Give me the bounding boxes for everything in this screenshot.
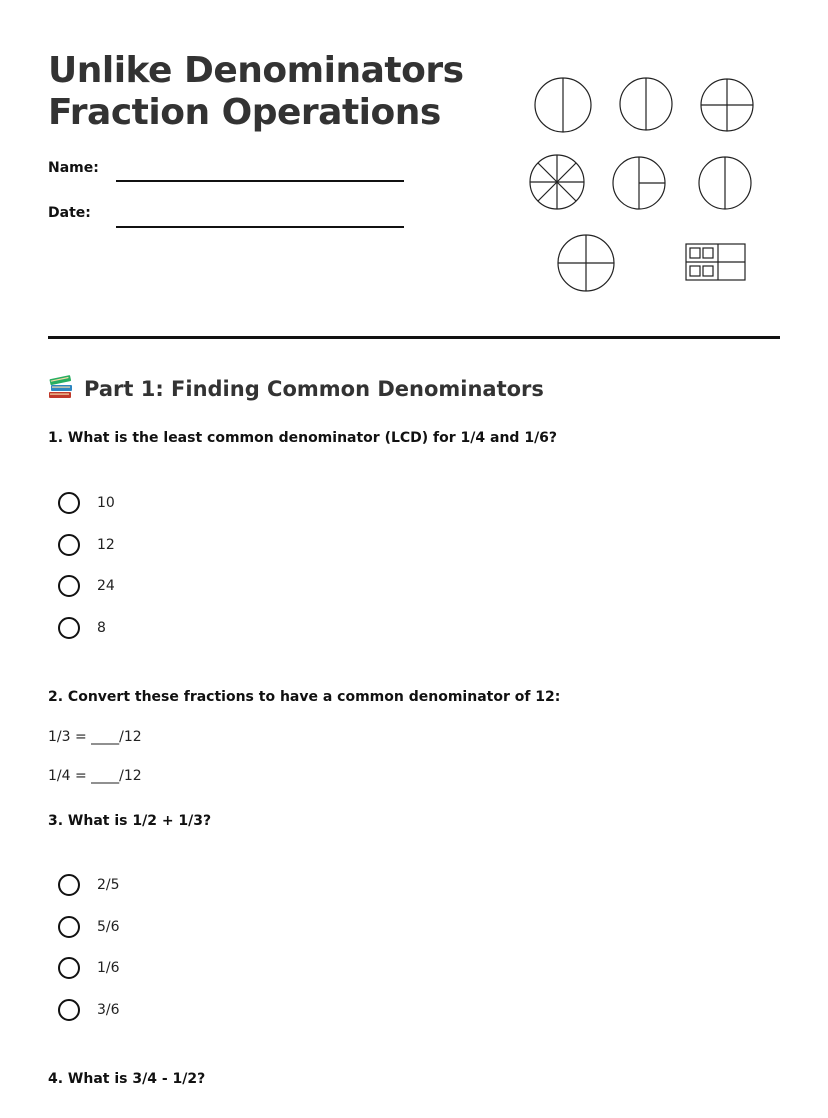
q1-option[interactable] [58, 616, 106, 640]
circle-quarters-icon [558, 235, 614, 291]
fill-in-line[interactable]: 1/4 = ____/12 [48, 768, 142, 784]
radio-button[interactable] [58, 999, 80, 1021]
radio-button[interactable] [58, 492, 80, 514]
q1-option[interactable] [58, 491, 115, 515]
fraction-icons [522, 70, 762, 300]
option-label: 24 [97, 578, 115, 594]
circle-three-quarters-icon [613, 157, 665, 209]
section-divider [48, 336, 780, 339]
option-label: 2/5 [97, 877, 120, 893]
title-line-1: Unlike Denominators [48, 50, 464, 91]
name-label: Name: [48, 160, 99, 176]
date-label: Date: [48, 205, 91, 221]
fill-in-line[interactable]: 1/3 = ____/12 [48, 729, 142, 745]
radio-button[interactable] [58, 575, 80, 597]
question-3: 3. What is 1/2 + 1/3? [48, 813, 212, 829]
question-2: 2. Convert these fractions to have a common denominator of 12: [48, 689, 561, 705]
date-field[interactable] [116, 226, 404, 228]
option-label: 12 [97, 537, 115, 553]
section-title-text: Part 1: Finding Common Denominators [84, 377, 544, 401]
circle-eighths-icon [530, 155, 584, 209]
circle-halves-icon [535, 78, 591, 132]
section-title [48, 374, 544, 401]
circle-quarters-icon [701, 79, 753, 131]
option-label: 5/6 [97, 919, 120, 935]
q1-option[interactable] [58, 574, 115, 598]
title-line-2: Fraction Operations [48, 92, 441, 133]
books-icon [48, 374, 74, 400]
radio-button[interactable] [58, 957, 80, 979]
circle-halves-icon [620, 78, 672, 130]
question-4: 4. What is 3/4 - 1/2? [48, 1071, 206, 1087]
radio-button[interactable] [58, 916, 80, 938]
fraction-icons-svg [522, 70, 762, 300]
option-label: 1/6 [97, 960, 120, 976]
option-label: 8 [97, 620, 106, 636]
fraction-grid-icon [686, 244, 745, 280]
radio-button[interactable] [58, 534, 80, 556]
name-field[interactable] [116, 180, 404, 182]
q3-option[interactable] [58, 873, 120, 897]
circle-halves-icon [699, 157, 751, 209]
q3-option[interactable] [58, 998, 120, 1022]
worksheet-title [48, 50, 464, 134]
radio-button[interactable] [58, 617, 80, 639]
radio-button[interactable] [58, 874, 80, 896]
option-label: 10 [97, 495, 115, 511]
option-label: 3/6 [97, 1002, 120, 1018]
q3-option[interactable] [58, 956, 120, 980]
q1-option[interactable] [58, 533, 115, 557]
q3-option[interactable] [58, 915, 120, 939]
question-1: 1. What is the least common denominator (LCD) for 1/4 and 1/6? [48, 430, 558, 446]
